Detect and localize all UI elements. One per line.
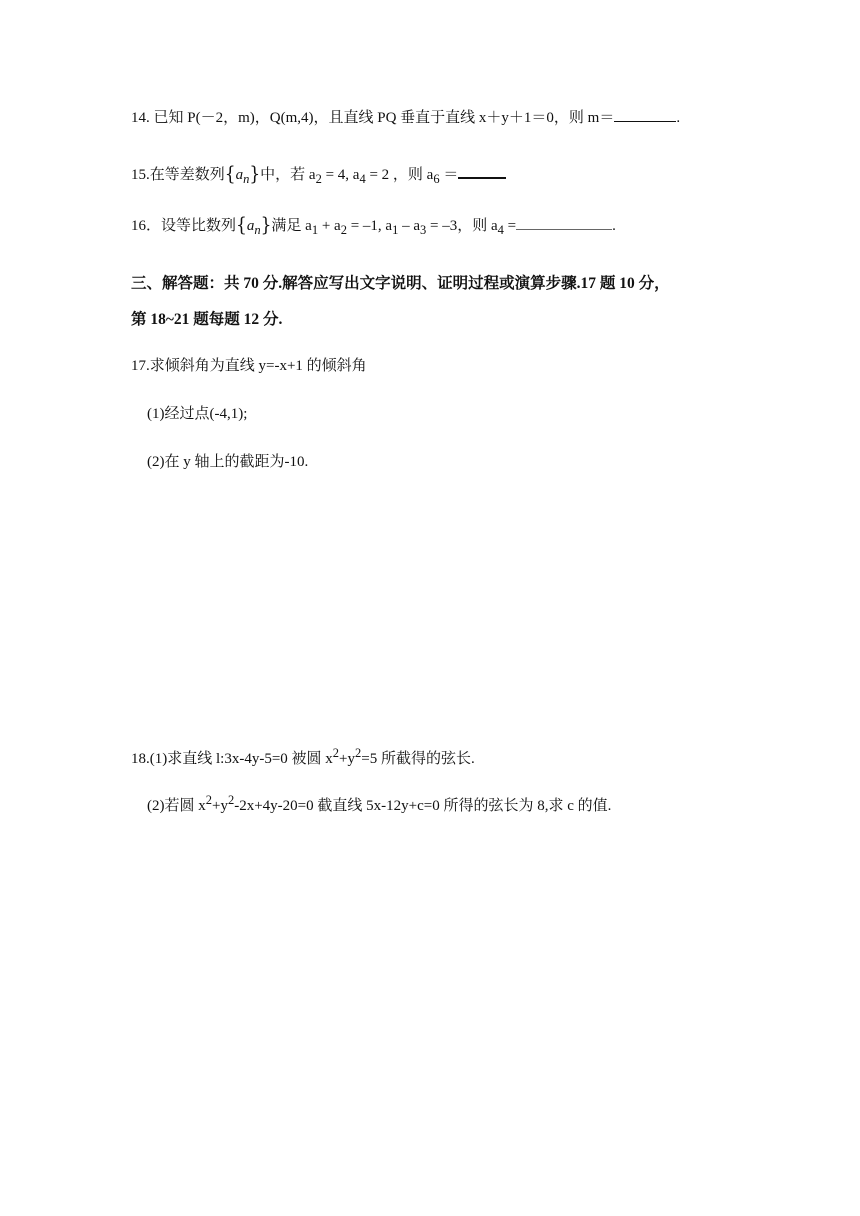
sub-2: 2	[340, 223, 347, 237]
question-16	[131, 215, 616, 240]
question-15-eq1: = 4, a	[321, 167, 360, 183]
seq-subscript: n	[243, 172, 250, 186]
answer-blank	[516, 215, 612, 230]
seq-symbol: a	[235, 167, 244, 183]
question-16-p5: =	[503, 218, 517, 234]
seq-symbol: a	[246, 218, 255, 234]
question-16-middle: 满足 a	[271, 218, 312, 234]
sub-4: 3	[420, 223, 427, 237]
question-16-end: .	[612, 218, 616, 234]
a2-subscript: 2	[315, 172, 322, 186]
sub-5: 4	[497, 223, 504, 237]
seq-subscript: n	[254, 223, 261, 237]
q18-p1-sup1: 2	[332, 746, 340, 760]
question-15-eq2: = 2 ，则 a	[365, 167, 434, 183]
question-15	[131, 163, 506, 189]
question-15-eq3: ＝	[439, 167, 459, 183]
question-15-prefix: 15.在等差数列	[131, 167, 225, 183]
q18-p1-sup2: 2	[355, 746, 362, 760]
section-heading-line1: 三、解答题：共 70 分.解答应写出文字说明、证明过程或演算步骤.17 题 10 分，	[131, 275, 670, 292]
section-heading-line2: 第 18~21 题每题 12 分.	[131, 311, 283, 328]
sub-3: 1	[392, 223, 399, 237]
question-16-prefix: 16．设等比数列	[131, 218, 237, 234]
q18-p1-a: 18.(1)求直线 l:3x-4y-5=0 被圆 x	[131, 751, 333, 767]
brace-left: {	[224, 162, 236, 186]
a6-subscript: 6	[433, 172, 440, 186]
q18-p1-b: +y	[339, 751, 355, 767]
question-16-p4: = –3，则 a	[426, 218, 498, 234]
question-16-p3: – a	[398, 218, 421, 234]
question-18-part2	[147, 790, 611, 816]
q18-p2-c: -2x+4y-20=0 截直线 5x-12y+c=0 所得的弦长为 8,求 c 的值.	[234, 798, 612, 814]
a4-subscript: 4	[359, 172, 366, 186]
question-17-part1: (1)经过点(-4,1);	[147, 406, 248, 422]
question-14-body: 已知 P(－2，m)，Q(m,4)，且直线 PQ 垂直于直线 x＋y＋1＝0，则 m＝	[153, 110, 615, 126]
q18-p1-c: =5 所截得的弦长.	[361, 751, 475, 767]
q18-p2-sup1: 2	[205, 793, 212, 807]
question-14-end: .	[676, 110, 681, 126]
question-18-part1	[131, 743, 475, 769]
q18-p2-b: +y	[212, 798, 228, 814]
question-14-text: 14.	[131, 110, 150, 126]
question-17-part2: (2)在 y 轴上的截距为-10.	[147, 454, 309, 470]
question-14	[131, 107, 680, 128]
question-15-middle: 中，若 a	[260, 167, 316, 183]
question-16-p2: = –1, a	[346, 218, 393, 234]
q18-p2-sup2: 2	[227, 793, 235, 807]
question-16-p1: + a	[318, 218, 341, 234]
question-17-stem: 17.求倾斜角为直线 y=-x+1 的倾斜角	[131, 358, 367, 374]
brace-right: }	[260, 213, 272, 237]
sub-1: 1	[311, 223, 319, 237]
brace-left: {	[236, 213, 247, 237]
answer-blank	[614, 107, 676, 122]
answer-blank	[458, 163, 506, 179]
brace-right: }	[249, 162, 261, 186]
q18-p2-a: (2)若圆 x	[147, 798, 206, 814]
